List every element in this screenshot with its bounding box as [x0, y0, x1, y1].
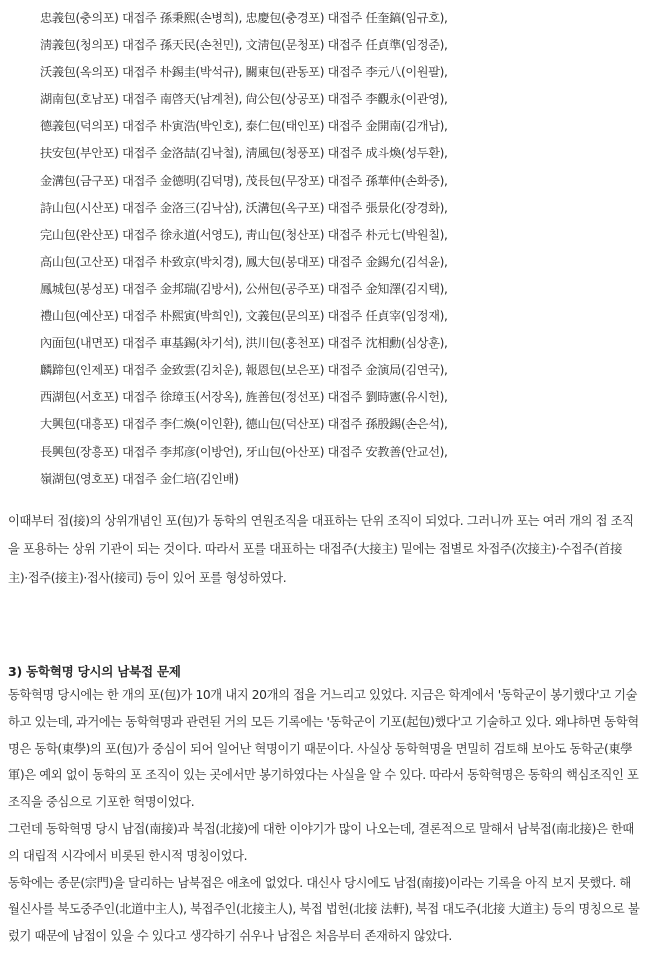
paragraph-namjeop-origin: 동학에는 종문(宗門)을 달리하는 남북접은 애초에 없었다. 대신사 당시에도 남접(南接)이라는 기록을 아직 보지 못했다. 해월신사를 북도중주인(北道中主人), 북접주인(北接主人), 북접 법헌(北接 法軒), 북접 대도주(北接 大道主) 등의 명칭으로 불렀기 때문에 남접이 있을 수 있다고 생각하기 쉬우나 남접은 처음부터 존재하지 않았다. [8, 875, 640, 944]
paragraph-pos-organization: 이때부터 접(接)의 상위개념인 포(包)가 동학의 연원조직을 대표하는 단위 조직이 되었다. 그러니까 포는 여러 개의 접 조직을 포용하는 상위 기관이 되는 것이다. 따라서 포를 대표하는 대접주(大接主) 밑에는 접별로 차접주(次接主)·수접주(首接主)·접주(接主)·접사(接司) 등이 있어 포를 형성하였다. [8, 514, 634, 585]
list-item: 大興包(대흥포) 대접주 李仁煥(이인환), 德山包(덕산포) 대접주 孫殷錫(손은석), [40, 417, 448, 432]
section-heading: 3) 동학혁명 당시의 남북접 문제 [8, 664, 181, 679]
list-item: 忠義包(충의포) 대접주 孫秉熙(손병희), 忠慶包(충경포) 대접주 任奎鎬(임규호), [40, 11, 448, 25]
list-item: 沃義包(옥의포) 대접주 朴錫圭(박석규), 關東包(관동포) 대접주 李元八(이원팔), [40, 65, 448, 80]
list-item: 扶安包(부안포) 대접주 金洛喆(김낙철), 淸風包(청풍포) 대접주 成斗煥(성두환), [40, 146, 448, 161]
list-item: 德義包(덕의포) 대접주 朴寅浩(박인호), 泰仁包(태인포) 대접주 金開南(김개남), [40, 119, 448, 134]
list-item: 金溝包(금구포) 대접주 金德明(김덕명), 茂長包(무장포) 대접주 孫華仲(손화중), [40, 173, 448, 188]
list-item: 高山包(고산포) 대접주 朴致京(박치경), 鳳大包(봉대포) 대접주 金錫允(김석윤), [40, 254, 448, 269]
paragraph-nambukjeop: 그런데 동학혁명 당시 남접(南接)과 북접(北接)에 대한 이야기가 많이 나오는데, 결론적으로 말해서 남북접(南北接)은 한때의 대립적 시각에서 비롯된 한시적 명칭이었다. [8, 821, 634, 863]
list-item: 湖南包(호남포) 대접주 南啓天(남계천), 尙公包(상공포) 대접주 李觀永(이관영), [40, 92, 448, 107]
section-body [8, 682, 640, 950]
list-item: 西湖包(서호포) 대접주 徐璋玉(서장옥), 旌善包(정선포) 대접주 劉時憲(유시헌), [40, 390, 448, 405]
list-item: 禮山包(예산포) 대접주 朴熙寅(박희인), 文義包(문의포) 대접주 任貞宰(임정재), [40, 309, 448, 324]
paragraph-gipo: 동학혁명 당시에는 한 개의 포(包)가 10개 내지 20개의 접을 거느리고 있었다. 지금은 학계에서 '동학군이 봉기했다'고 기술하고 있는데, 과거에는 동학혁명과 관련된 거의 모든 기록에는 '동학군이 기포(起包)했다'고 기술하고 있다. 왜냐하면 동학혁명은 동학(東學)의 포(包)가 중심이 되어 일어난 혁명이기 때문이다. 사실상 동학혁명을 면밀히 검토해 보아도 동학군(東學軍)은 예외 없이 동학의 포 조직이 있는 곳에서만 봉기하였다는 사실을 알 수 있다. 따라서 동학혁명은 동학의 핵심조직인 포 조직을 중심으로 기포한 혁명이었다. [8, 688, 639, 810]
list-item: 鳳城包(봉성포) 대접주 金邦瑞(김방서), 公州包(공주포) 대접주 金知澤(김지택), [40, 281, 448, 296]
daejeopju-list [40, 5, 640, 493]
list-item: 長興包(장흥포) 대접주 李邦彦(이방언), 牙山包(아산포) 대접주 安教善(안교선), [40, 444, 448, 459]
list-item: 麟蹄包(인제포) 대접주 金致雲(김치운), 報恩包(보은포) 대접주 金演局(김연국), [40, 363, 448, 378]
list-item: 淸義包(청의포) 대접주 孫天民(손천민), 文淸包(문청포) 대접주 任貞準(임정준), [40, 38, 448, 53]
list-item: 嶺湖包(영호포) 대접주 金仁培(김인배) [40, 471, 239, 486]
list-item: 完山包(완산포) 대접주 徐永道(서영도), 靑山包(청산포) 대접주 朴元七(박원칠), [40, 227, 448, 242]
list-item: 內面包(내면포) 대접주 車基錫(차기석), 洪川包(홍천포) 대접주 沈相勳(심상훈), [40, 336, 448, 351]
list-item: 詩山包(시산포) 대접주 金洛三(김낙삼), 沃溝包(옥구포) 대접주 張景化(장경화), [40, 200, 448, 215]
